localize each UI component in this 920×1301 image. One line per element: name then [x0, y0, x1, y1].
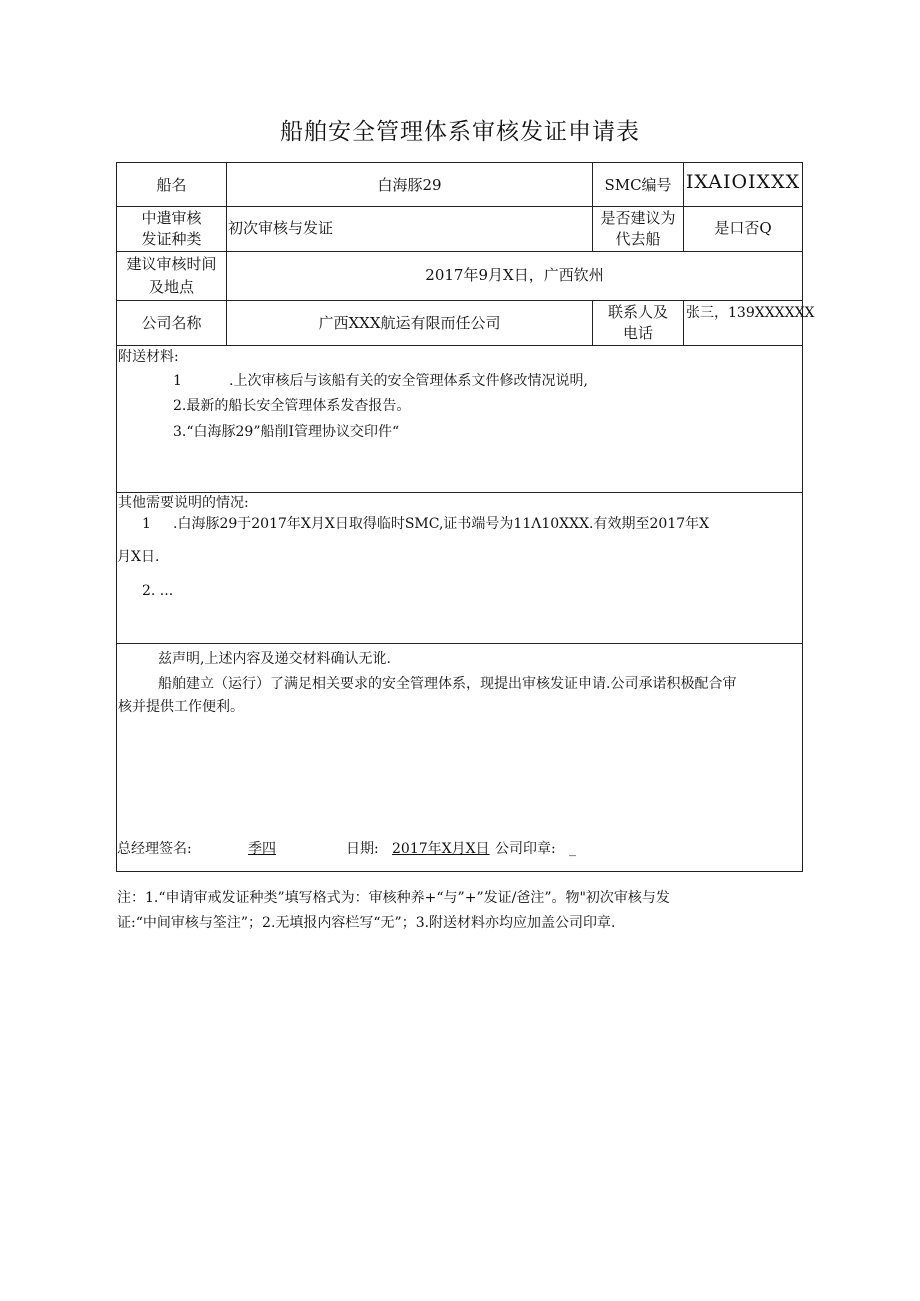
date-label: 日期: [346, 841, 379, 857]
ship-name-value: 白海豚29 [377, 176, 442, 194]
row-divider [116, 300, 803, 301]
proxy-choice-value: 是口否Q [714, 219, 772, 237]
other-item-2: 2. ... [142, 583, 174, 599]
audit-time-label-line2: 及地点 [148, 278, 194, 296]
company-name-label: 公司名称 [141, 314, 202, 332]
attachment-item-1-number: 1 [173, 373, 182, 389]
other-item-1-line1: .白海豚29于2017年X月X日取得临时SMC,证书端号为11Λ10XXX.有效期至2017年X [173, 516, 710, 532]
attachment-item-3: 3.“白海豚29”船削I管理协议交印件“ [173, 424, 400, 440]
declaration-line-1: 兹声明,上述内容及递交材料确认无讹. [158, 651, 391, 667]
apply-type-value: 初次审核与发证 [228, 219, 334, 237]
smc-number-value: IXAIOIXXX [685, 171, 801, 193]
section-divider [116, 643, 803, 644]
apply-type-label-line1: 中遣审核 [141, 209, 202, 227]
other-item-1-number: 1 [142, 516, 151, 532]
declaration-line-2: 船舶建立（运行）了满足相关要求的安全管理体系，现提出审核发证申请.公司承诺积极配合审 [158, 676, 737, 692]
contact-value: 张三，139XXXXXX [686, 305, 815, 321]
page-title: 船舶安全管理体系审核发证申请表 [280, 119, 640, 145]
other-item-1-line2: 月X日. [117, 549, 160, 565]
proxy-label-line1: 是否建议为 [600, 209, 676, 227]
smc-number-label: SMC编号 [604, 176, 672, 194]
attachments-heading: 附送材料: [118, 349, 179, 365]
proxy-label-line2: 代去船 [615, 230, 661, 248]
col-divider [683, 300, 684, 345]
ship-name-label: 船名 [156, 176, 187, 194]
gm-signature-value: 季四 [248, 841, 276, 857]
footnote-line-2: 证:“中间审核与筌注”；2.无填报内容栏写“无”；3.附送材料亦均应加盖公司印章. [117, 915, 616, 931]
footnote-line-1: 注：1.“申请审戒发证种类”填写格式为：审核种养+“与”+”发证/爸注”。物"初次审核与发 [117, 890, 670, 906]
row-divider [116, 251, 803, 252]
company-name-value: 广西XXX航运有限而任公司 [318, 314, 501, 332]
audit-time-value: 2017年9月X日，广西钦州 [425, 266, 604, 284]
company-seal-label: 公司印章: [495, 841, 556, 857]
gm-signature-label: 总经理签名: [117, 841, 192, 857]
attachment-item-1: .上次审核后与该船有关的安全管理体系文件修改情况说明, [229, 373, 588, 389]
contact-label-line2: 电话 [622, 324, 653, 342]
attachment-item-2: 2.最新的船长安全管理体系发杳报告。 [173, 398, 411, 414]
row-divider [116, 345, 803, 346]
contact-label-line1: 联系人及 [607, 303, 668, 321]
declaration-line-3: 核并提供工作便利。 [118, 699, 244, 715]
row-divider [116, 206, 803, 207]
audit-time-label-line1: 建议审核时间 [126, 255, 217, 273]
company-seal-value: _ [569, 841, 576, 857]
other-remarks-heading: 其他需要说明的情况: [118, 495, 249, 511]
apply-type-label-line2: 发证种类 [141, 230, 202, 248]
date-value: 2017年X月X日 [392, 841, 490, 857]
